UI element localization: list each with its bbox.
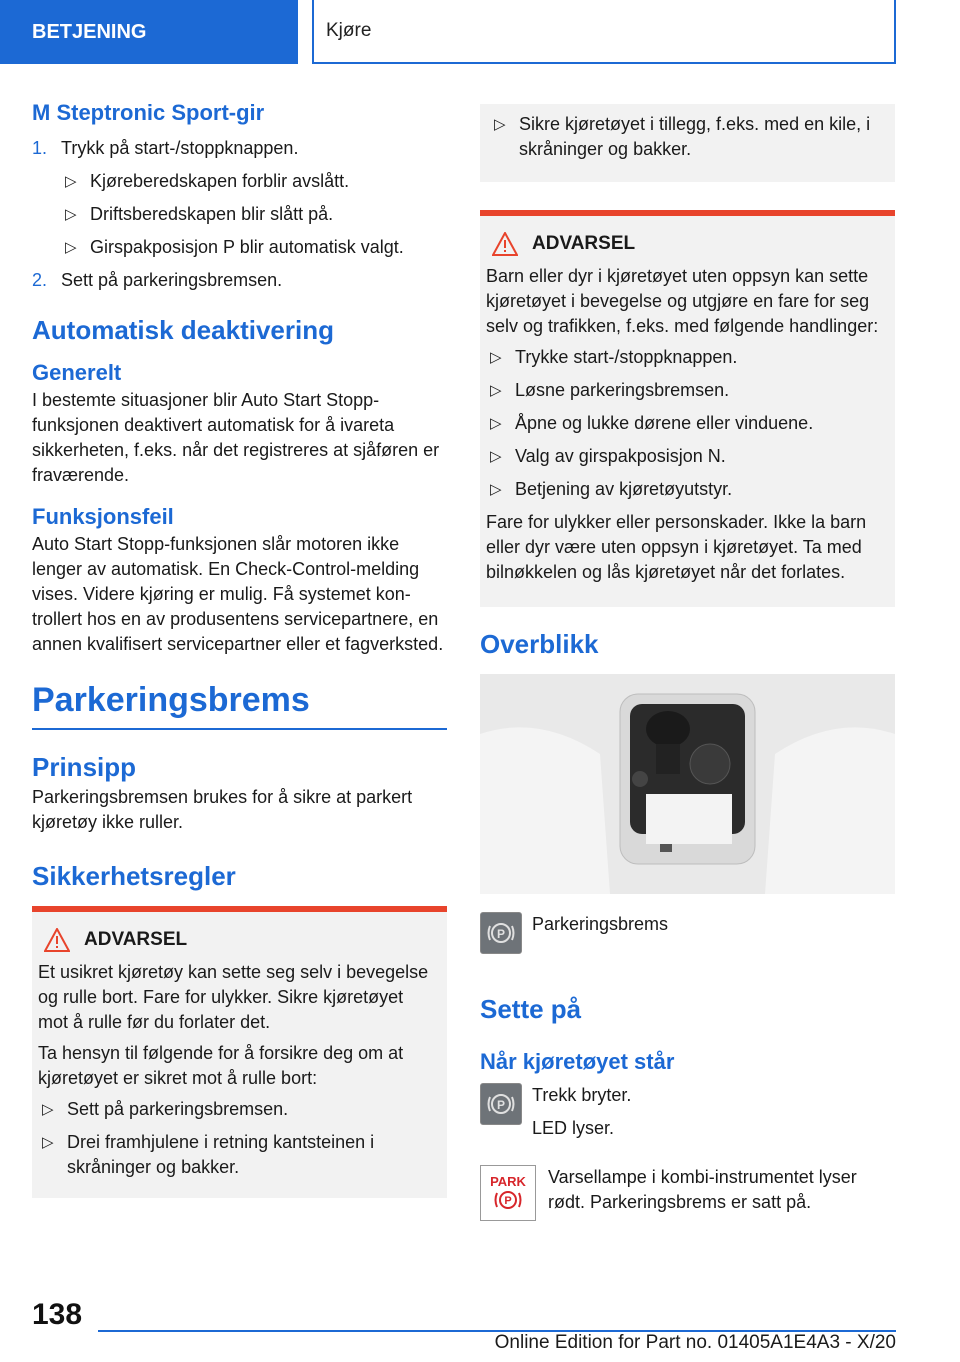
- triangle-bullet-icon: ▷: [65, 239, 77, 256]
- warning-box: [32, 906, 447, 1198]
- header-section-label: BETJENING: [0, 0, 298, 64]
- warning-title: [44, 928, 437, 952]
- warning-title: [492, 232, 885, 256]
- center-console-illustration: [480, 674, 895, 894]
- list-item-text: Girspakposisjon P blir automatisk valgt.: [90, 237, 404, 257]
- step-2: [32, 268, 447, 293]
- step-text: Sett på parkeringsbremsen.: [61, 270, 283, 290]
- park-warning-lamp-icon: [480, 1165, 536, 1221]
- list-item: [38, 1097, 437, 1122]
- list-item: [490, 112, 885, 162]
- svg-text:P: P: [504, 1195, 512, 1207]
- trekk-bryter-text: Trekk bryter.: [532, 1085, 632, 1105]
- svg-text:P: P: [496, 1098, 506, 1112]
- parking-brake-switch-icon: [480, 1083, 522, 1125]
- warning-title-text: ADVARSEL: [532, 233, 636, 254]
- funksjonsfeil-heading: Funksjonsfeil: [32, 504, 174, 529]
- triangle-bullet-icon: ▷: [490, 448, 502, 465]
- list-item: [486, 411, 885, 436]
- warning-paragraph: Fare for ulykker eller personskader. Ikke la barn eller dyr være uten oppsyn i kjøretøyet. Ta med bilnøkkelen og lås kjøretøyet når det forlates.: [486, 512, 867, 582]
- safety-rules-heading: Sikkerhetsregler: [32, 861, 236, 891]
- warning-lamp-text: Varsellampe i kombi-instrumentet lyser rødt. Parkeringsbrems er satt på.: [548, 1167, 857, 1212]
- warning-triangle-icon: [44, 928, 70, 952]
- list-item-text: Sett på parkeringsbremsen.: [67, 1099, 289, 1119]
- triangle-bullet-icon: ▷: [65, 206, 77, 223]
- list-item: [486, 444, 885, 469]
- triangle-bullet-icon: ▷: [494, 116, 506, 133]
- list-item-text: Løsne parkeringsbremsen.: [515, 380, 730, 400]
- warning-box: [480, 210, 895, 607]
- chapter-title: Parkeringsbrems: [32, 681, 447, 730]
- led-lyser-text: LED lyser.: [532, 1118, 615, 1138]
- list-item-text: Kjøreberedskapen forblir avslått.: [90, 171, 350, 191]
- step-text: Trykk på start-/stoppknappen.: [61, 138, 299, 158]
- pull-switch-row: [480, 1083, 895, 1141]
- overblikk-heading: Overblikk: [480, 629, 599, 659]
- center-console-photo: [480, 674, 895, 894]
- warning-title-text: ADVARSEL: [84, 929, 188, 950]
- step-1: [32, 136, 447, 161]
- list-item-text: Driftsberedskapen blir slått på.: [90, 204, 334, 224]
- prinsipp-text: Parkeringsbremsen brukes for å sikre at parkert kjøretøy ikke ruller.: [32, 787, 413, 832]
- triangle-bullet-icon: ▷: [490, 349, 502, 366]
- pull-switch-text: [532, 1083, 631, 1141]
- svg-text:P: P: [496, 927, 506, 941]
- list-item-text: Valg av girspakposisjon N.: [515, 446, 726, 466]
- list-item: [38, 1130, 437, 1180]
- list-item: [486, 378, 885, 403]
- triangle-bullet-icon: ▷: [42, 1134, 54, 1151]
- list-item: [32, 202, 447, 227]
- warning-lamp-row: [480, 1165, 895, 1221]
- footer-edition: Online Edition for Part no. 01405A1E4A3 - X/20: [494, 1332, 896, 1353]
- page-number: 138: [32, 1298, 83, 1331]
- list-item-text: Sikre kjøretøyet i tillegg, f.eks. med en kile, i skråninger og bakker.: [519, 114, 871, 159]
- list-item-text: Trykke start-/stoppknappen.: [515, 347, 738, 367]
- funksjonsfeil-text: Auto Start Stopp-funksjonen slår motoren ikke lenger av automatisk. En Check-Control-melding vises. Videre kjøring er mulig. Få systemet kontrollert hos en av produsentens servicepartnere, en annen kvalifisert servicepartner eller et fagverksted.: [32, 534, 444, 654]
- list-item-text: Drei framhjulene i retning kantsteinen i skråninger og bakker.: [67, 1132, 375, 1177]
- parking-brake-row: [480, 912, 895, 954]
- triangle-bullet-icon: ▷: [490, 382, 502, 399]
- parking-brake-switch-icon: [480, 912, 522, 954]
- triangle-bullet-icon: ▷: [42, 1101, 54, 1118]
- triangle-bullet-icon: ▷: [490, 481, 502, 498]
- step-number: 1.: [32, 138, 48, 158]
- prinsipp-heading: Prinsipp: [32, 752, 137, 782]
- triangle-bullet-icon: ▷: [65, 173, 77, 190]
- list-item-text: Betjening av kjøretøyutstyr.: [515, 479, 733, 499]
- sette-paa-heading: Sette på: [480, 994, 582, 1024]
- warning-box-continued: [480, 104, 895, 182]
- warning-paragraph: Ta hensyn til følgende for å forsikre deg om at kjøretøyet er sikret mot å rulle bort:: [38, 1043, 404, 1088]
- auto-deactivation-heading: Automatisk deaktivering: [32, 315, 334, 345]
- header-chapter-label: Kjøre: [312, 0, 896, 64]
- left-column: [32, 100, 447, 1198]
- generelt-heading: Generelt: [32, 360, 122, 385]
- parking-brake-label: Parkeringsbrems: [532, 914, 669, 934]
- steptronic-heading: M Steptronic Sport-gir: [32, 100, 265, 125]
- warning-triangle-icon: [492, 232, 518, 256]
- right-column: [480, 104, 895, 1221]
- list-item-text: Åpne og lukke dørene eller vinduene.: [515, 413, 814, 433]
- list-item: [32, 235, 447, 260]
- warning-paragraph: Et usikret kjøretøy kan sette seg selv i bevegelse og rulle bort. Fare for ulykker. Sikre kjøretøyet mot å rulle før du forlater det.: [38, 962, 429, 1032]
- triangle-bullet-icon: ▷: [490, 415, 502, 432]
- naar-kjoretoyet-staar-heading: Når kjøretøyet står: [480, 1049, 675, 1074]
- list-item: [486, 477, 885, 502]
- list-item: [32, 169, 447, 194]
- list-item: [486, 345, 885, 370]
- warning-paragraph: Barn eller dyr i kjøretøyet uten oppsyn kan sette kjøretøyet i bevegelse og utgjøre en fare for seg selv og trafikken, f.eks. med følgende handlinger:: [486, 266, 879, 336]
- step-number: 2.: [32, 270, 48, 290]
- generelt-text: I bestemte situasjoner blir Auto Start Stopp-funksjonen deaktivert automatisk for å ivareta sikkerheten, f.eks. når det registreres at sjåføren er fraværende.: [32, 390, 440, 485]
- park-lamp-label: PARK: [490, 1174, 526, 1189]
